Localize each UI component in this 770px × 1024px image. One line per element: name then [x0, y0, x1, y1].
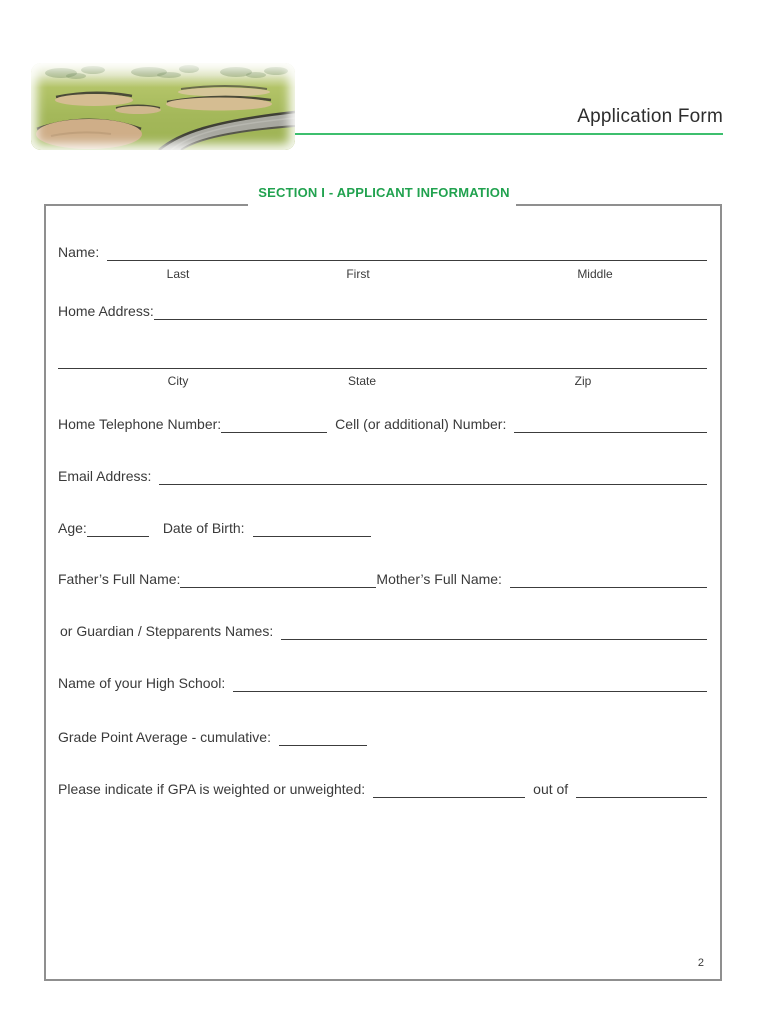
header-divider-line — [295, 133, 723, 135]
high-school-input-line[interactable] — [233, 677, 707, 692]
email-label: Email Address: — [58, 468, 152, 484]
city-state-zip-input-line[interactable] — [58, 368, 707, 369]
father-name-input-line[interactable] — [180, 573, 376, 588]
guardian-row — [60, 623, 707, 640]
home-phone-label: Home Telephone Number: — [58, 416, 222, 432]
guardian-label: or Guardian / Stepparents Names: — [60, 623, 274, 639]
name-input-line[interactable] — [107, 246, 707, 261]
email-input-line[interactable] — [159, 470, 707, 485]
mother-name-input-line[interactable] — [510, 573, 707, 588]
page-number: 2 — [697, 957, 704, 969]
age-input-line[interactable] — [87, 522, 149, 537]
golf-course-illustration — [31, 63, 295, 150]
name-sublabel-middle: Middle — [577, 267, 613, 281]
home-address-row — [58, 303, 707, 320]
gpa-weighted-row — [58, 781, 707, 798]
home-address-input-line[interactable] — [154, 305, 707, 320]
high-school-row — [58, 675, 707, 692]
name-row — [58, 244, 707, 261]
guardian-input-line[interactable] — [281, 625, 707, 640]
name-label: Name: — [58, 244, 100, 260]
name-sublabel-first: First — [346, 267, 370, 281]
section-heading: SECTION I - APPLICANT INFORMATION — [258, 185, 510, 200]
phone-row — [58, 416, 707, 433]
name-sublabel-last: Last — [166, 267, 190, 281]
address-sublabel-city: City — [167, 374, 189, 388]
age-label: Age: — [58, 520, 87, 536]
parents-row — [58, 571, 707, 588]
home-address-label: Home Address: — [58, 303, 154, 319]
email-row — [58, 468, 707, 485]
high-school-label: Name of your High School: — [58, 675, 226, 691]
out-of-label: out of — [533, 781, 569, 797]
applicant-information-box — [44, 204, 722, 981]
cell-phone-input-line[interactable] — [514, 418, 707, 433]
top-border-gap — [248, 201, 516, 207]
address-sublabel-zip: Zip — [574, 374, 592, 388]
dob-input-line[interactable] — [253, 522, 371, 537]
gpa-weighted-label: Please indicate if GPA is weighted or unweighted: — [58, 781, 366, 797]
gpa-row — [58, 729, 707, 746]
page-title: Application Form — [577, 106, 723, 127]
gpa-scale-input-line[interactable] — [576, 783, 707, 798]
cell-phone-label: Cell (or additional) Number: — [335, 416, 507, 432]
gpa-weighted-input-line[interactable] — [373, 783, 525, 798]
age-dob-row — [58, 520, 707, 537]
dob-label: Date of Birth: — [162, 520, 245, 536]
gpa-input-line[interactable] — [279, 731, 367, 746]
address-sublabel-state: State — [347, 374, 377, 388]
golf-course-photo — [31, 63, 295, 150]
mother-name-label: Mother’s Full Name: — [376, 571, 502, 587]
home-phone-input-line[interactable] — [221, 418, 327, 433]
gpa-label: Grade Point Average - cumulative: — [58, 729, 271, 745]
father-name-label: Father’s Full Name: — [58, 571, 181, 587]
